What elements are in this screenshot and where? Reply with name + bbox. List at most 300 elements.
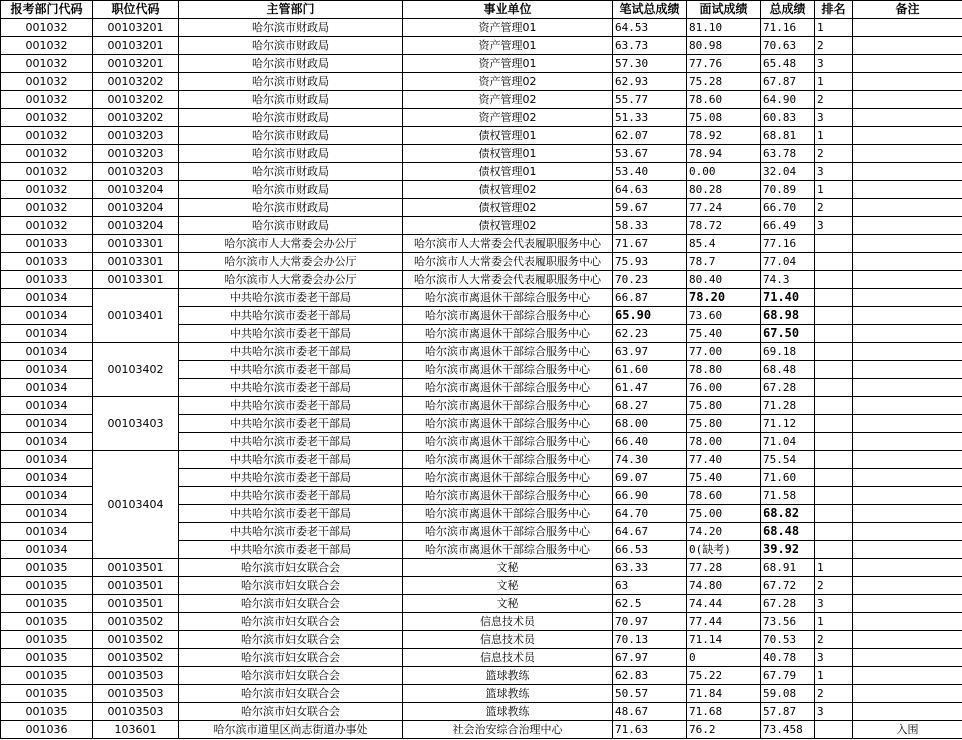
rank-cell bbox=[815, 433, 853, 451]
org-cell: 哈尔滨市财政局 bbox=[179, 127, 403, 145]
total-score-cell: 68.91 bbox=[761, 559, 815, 577]
unit-cell: 哈尔滨市离退休干部综合服务中心 bbox=[403, 379, 613, 397]
total-score-cell: 77.16 bbox=[761, 235, 815, 253]
org-cell: 中共哈尔滨市委老干部局 bbox=[179, 415, 403, 433]
written-score-cell: 58.33 bbox=[613, 217, 687, 235]
total-score-cell: 70.53 bbox=[761, 631, 815, 649]
total-score-cell: 59.08 bbox=[761, 685, 815, 703]
post-code-cell: 00103202 bbox=[93, 73, 179, 91]
total-score-cell: 68.98 bbox=[761, 307, 815, 325]
dept-code-cell: 001034 bbox=[1, 325, 93, 343]
org-cell: 哈尔滨市财政局 bbox=[179, 163, 403, 181]
post-code-cell: 00103202 bbox=[93, 109, 179, 127]
written-score-cell: 64.63 bbox=[613, 181, 687, 199]
org-cell: 哈尔滨市妇女联合会 bbox=[179, 685, 403, 703]
note-cell bbox=[853, 19, 962, 37]
written-score-cell: 48.67 bbox=[613, 703, 687, 721]
org-cell: 哈尔滨市财政局 bbox=[179, 19, 403, 37]
dept-code-cell: 001034 bbox=[1, 307, 93, 325]
dept-code-cell: 001032 bbox=[1, 199, 93, 217]
unit-cell: 哈尔滨市离退休干部综合服务中心 bbox=[403, 325, 613, 343]
table-row bbox=[1, 613, 962, 631]
org-cell: 中共哈尔滨市委老干部局 bbox=[179, 505, 403, 523]
interview-score-cell: 78.60 bbox=[687, 487, 761, 505]
note-cell bbox=[853, 577, 962, 595]
table-row bbox=[1, 397, 962, 415]
table-row bbox=[1, 253, 962, 271]
total-score-cell: 71.04 bbox=[761, 433, 815, 451]
dept-code-cell: 001034 bbox=[1, 415, 93, 433]
table-row bbox=[1, 451, 962, 469]
total-score-cell: 73.458 bbox=[761, 721, 815, 739]
total-score-cell: 70.89 bbox=[761, 181, 815, 199]
written-score-cell: 63.97 bbox=[613, 343, 687, 361]
header-dept-code: 报考部门代码 bbox=[1, 1, 93, 19]
org-cell: 中共哈尔滨市委老干部局 bbox=[179, 541, 403, 559]
dept-code-cell: 001034 bbox=[1, 523, 93, 541]
note-cell bbox=[853, 505, 962, 523]
unit-cell: 哈尔滨市离退休干部综合服务中心 bbox=[403, 289, 613, 307]
unit-cell: 哈尔滨市离退休干部综合服务中心 bbox=[403, 397, 613, 415]
note-cell bbox=[853, 307, 962, 325]
unit-cell: 债权管理01 bbox=[403, 163, 613, 181]
rank-cell bbox=[815, 415, 853, 433]
written-score-cell: 67.97 bbox=[613, 649, 687, 667]
interview-score-cell: 0(缺考) bbox=[687, 541, 761, 559]
interview-score-cell: 75.28 bbox=[687, 73, 761, 91]
dept-code-cell: 001033 bbox=[1, 253, 93, 271]
table-body bbox=[1, 19, 962, 739]
dept-code-cell: 001035 bbox=[1, 613, 93, 631]
interview-score-cell: 71.84 bbox=[687, 685, 761, 703]
dept-code-cell: 001032 bbox=[1, 37, 93, 55]
unit-cell: 哈尔滨市离退休干部综合服务中心 bbox=[403, 469, 613, 487]
rank-cell bbox=[815, 397, 853, 415]
written-score-cell: 53.67 bbox=[613, 145, 687, 163]
org-cell: 哈尔滨市财政局 bbox=[179, 181, 403, 199]
org-cell: 中共哈尔滨市委老干部局 bbox=[179, 343, 403, 361]
unit-cell: 哈尔滨市离退休干部综合服务中心 bbox=[403, 541, 613, 559]
org-cell: 哈尔滨市财政局 bbox=[179, 109, 403, 127]
table-row bbox=[1, 73, 962, 91]
unit-cell: 文秘 bbox=[403, 595, 613, 613]
post-code-cell: 00103204 bbox=[93, 181, 179, 199]
header-rank: 排名 bbox=[815, 1, 853, 19]
org-cell: 哈尔滨市妇女联合会 bbox=[179, 577, 403, 595]
post-code-cell: 00103502 bbox=[93, 631, 179, 649]
org-cell: 中共哈尔滨市委老干部局 bbox=[179, 379, 403, 397]
dept-code-cell: 001035 bbox=[1, 667, 93, 685]
total-score-cell: 75.54 bbox=[761, 451, 815, 469]
total-score-cell: 66.49 bbox=[761, 217, 815, 235]
unit-cell: 哈尔滨市离退休干部综合服务中心 bbox=[403, 415, 613, 433]
total-score-cell: 71.60 bbox=[761, 469, 815, 487]
note-cell bbox=[853, 235, 962, 253]
interview-score-cell: 73.60 bbox=[687, 307, 761, 325]
unit-cell: 信息技术员 bbox=[403, 631, 613, 649]
rank-cell bbox=[815, 541, 853, 559]
unit-cell: 文秘 bbox=[403, 577, 613, 595]
rank-cell bbox=[815, 379, 853, 397]
dept-code-cell: 001034 bbox=[1, 469, 93, 487]
interview-score-cell: 0 bbox=[687, 649, 761, 667]
written-score-cell: 62.83 bbox=[613, 667, 687, 685]
org-cell: 哈尔滨市财政局 bbox=[179, 145, 403, 163]
dept-code-cell: 001034 bbox=[1, 379, 93, 397]
org-cell: 哈尔滨市财政局 bbox=[179, 73, 403, 91]
header-note: 备注 bbox=[853, 1, 962, 19]
post-code-cell: 00103301 bbox=[93, 271, 179, 289]
note-cell bbox=[853, 685, 962, 703]
org-cell: 中共哈尔滨市委老干部局 bbox=[179, 361, 403, 379]
table-row bbox=[1, 91, 962, 109]
unit-cell: 哈尔滨市人大常委会代表履职服务中心 bbox=[403, 271, 613, 289]
rank-cell bbox=[815, 451, 853, 469]
written-score-cell: 62.23 bbox=[613, 325, 687, 343]
dept-code-cell: 001035 bbox=[1, 595, 93, 613]
written-score-cell: 62.5 bbox=[613, 595, 687, 613]
dept-code-cell: 001032 bbox=[1, 217, 93, 235]
total-score-cell: 63.78 bbox=[761, 145, 815, 163]
written-score-cell: 63.33 bbox=[613, 559, 687, 577]
written-score-cell: 66.40 bbox=[613, 433, 687, 451]
interview-score-cell: 71.14 bbox=[687, 631, 761, 649]
rank-cell: 1 bbox=[815, 667, 853, 685]
table-row bbox=[1, 559, 962, 577]
total-score-cell: 71.12 bbox=[761, 415, 815, 433]
note-cell bbox=[853, 181, 962, 199]
dept-code-cell: 001032 bbox=[1, 109, 93, 127]
dept-code-cell: 001032 bbox=[1, 73, 93, 91]
dept-code-cell: 001034 bbox=[1, 451, 93, 469]
rank-cell: 2 bbox=[815, 577, 853, 595]
rank-cell: 3 bbox=[815, 163, 853, 181]
table-row bbox=[1, 145, 962, 163]
note-cell bbox=[853, 433, 962, 451]
note-cell: 入围 bbox=[853, 721, 962, 739]
table-row bbox=[1, 235, 962, 253]
written-score-cell: 66.87 bbox=[613, 289, 687, 307]
interview-score-cell: 74.44 bbox=[687, 595, 761, 613]
post-code-cell: 00103503 bbox=[93, 703, 179, 721]
rank-cell bbox=[815, 253, 853, 271]
post-code-cell: 00103501 bbox=[93, 577, 179, 595]
written-score-cell: 64.67 bbox=[613, 523, 687, 541]
post-code-cell: 00103201 bbox=[93, 19, 179, 37]
interview-score-cell: 74.80 bbox=[687, 577, 761, 595]
total-score-cell: 40.78 bbox=[761, 649, 815, 667]
table-row bbox=[1, 163, 962, 181]
dept-code-cell: 001035 bbox=[1, 649, 93, 667]
interview-score-cell: 75.80 bbox=[687, 397, 761, 415]
written-score-cell: 70.23 bbox=[613, 271, 687, 289]
post-code-cell: 00103202 bbox=[93, 91, 179, 109]
org-cell: 哈尔滨市财政局 bbox=[179, 55, 403, 73]
written-score-cell: 71.67 bbox=[613, 235, 687, 253]
dept-code-cell: 001032 bbox=[1, 145, 93, 163]
written-score-cell: 71.63 bbox=[613, 721, 687, 739]
rank-cell bbox=[815, 325, 853, 343]
table-row bbox=[1, 667, 962, 685]
dept-code-cell: 001033 bbox=[1, 271, 93, 289]
unit-cell: 哈尔滨市人大常委会代表履职服务中心 bbox=[403, 235, 613, 253]
org-cell: 哈尔滨市人大常委会办公厅 bbox=[179, 235, 403, 253]
note-cell bbox=[853, 127, 962, 145]
unit-cell: 哈尔滨市离退休干部综合服务中心 bbox=[403, 451, 613, 469]
rank-cell: 2 bbox=[815, 631, 853, 649]
table-row bbox=[1, 181, 962, 199]
note-cell bbox=[853, 487, 962, 505]
written-score-cell: 51.33 bbox=[613, 109, 687, 127]
table-row bbox=[1, 343, 962, 361]
note-cell bbox=[853, 469, 962, 487]
interview-score-cell: 76.2 bbox=[687, 721, 761, 739]
note-cell bbox=[853, 361, 962, 379]
post-code-cell: 00103404 bbox=[93, 451, 179, 559]
post-code-cell: 00103503 bbox=[93, 685, 179, 703]
unit-cell: 哈尔滨市离退休干部综合服务中心 bbox=[403, 361, 613, 379]
dept-code-cell: 001034 bbox=[1, 505, 93, 523]
note-cell bbox=[853, 109, 962, 127]
org-cell: 中共哈尔滨市委老干部局 bbox=[179, 397, 403, 415]
written-score-cell: 65.90 bbox=[613, 307, 687, 325]
org-cell: 哈尔滨市财政局 bbox=[179, 217, 403, 235]
interview-score-cell: 77.24 bbox=[687, 199, 761, 217]
org-cell: 哈尔滨市妇女联合会 bbox=[179, 703, 403, 721]
table-row bbox=[1, 37, 962, 55]
post-code-cell: 00103502 bbox=[93, 649, 179, 667]
unit-cell: 篮球教练 bbox=[403, 667, 613, 685]
unit-cell: 篮球教练 bbox=[403, 685, 613, 703]
rank-cell: 3 bbox=[815, 595, 853, 613]
note-cell bbox=[853, 55, 962, 73]
rank-cell: 3 bbox=[815, 649, 853, 667]
total-score-cell: 68.81 bbox=[761, 127, 815, 145]
dept-code-cell: 001033 bbox=[1, 235, 93, 253]
post-code-cell: 00103203 bbox=[93, 127, 179, 145]
unit-cell: 资产管理02 bbox=[403, 109, 613, 127]
interview-score-cell: 81.10 bbox=[687, 19, 761, 37]
note-cell bbox=[853, 631, 962, 649]
dept-code-cell: 001032 bbox=[1, 127, 93, 145]
header-row bbox=[1, 1, 962, 19]
interview-score-cell: 77.76 bbox=[687, 55, 761, 73]
org-cell: 哈尔滨市妇女联合会 bbox=[179, 559, 403, 577]
unit-cell: 债权管理02 bbox=[403, 217, 613, 235]
org-cell: 中共哈尔滨市委老干部局 bbox=[179, 469, 403, 487]
total-score-cell: 70.63 bbox=[761, 37, 815, 55]
note-cell bbox=[853, 595, 962, 613]
interview-score-cell: 78.92 bbox=[687, 127, 761, 145]
interview-score-cell: 75.00 bbox=[687, 505, 761, 523]
post-code-cell: 00103301 bbox=[93, 235, 179, 253]
rank-cell: 1 bbox=[815, 73, 853, 91]
note-cell bbox=[853, 271, 962, 289]
unit-cell: 哈尔滨市离退休干部综合服务中心 bbox=[403, 307, 613, 325]
rank-cell: 3 bbox=[815, 703, 853, 721]
total-score-cell: 77.04 bbox=[761, 253, 815, 271]
rank-cell: 3 bbox=[815, 55, 853, 73]
rank-cell bbox=[815, 721, 853, 739]
note-cell bbox=[853, 217, 962, 235]
written-score-cell: 61.60 bbox=[613, 361, 687, 379]
interview-score-cell: 75.80 bbox=[687, 415, 761, 433]
dept-code-cell: 001034 bbox=[1, 541, 93, 559]
dept-code-cell: 001032 bbox=[1, 19, 93, 37]
interview-score-cell: 74.20 bbox=[687, 523, 761, 541]
interview-score-cell: 77.00 bbox=[687, 343, 761, 361]
total-score-cell: 73.56 bbox=[761, 613, 815, 631]
table-row bbox=[1, 289, 962, 307]
note-cell bbox=[853, 559, 962, 577]
org-cell: 中共哈尔滨市委老干部局 bbox=[179, 289, 403, 307]
written-score-cell: 57.30 bbox=[613, 55, 687, 73]
table-row bbox=[1, 631, 962, 649]
interview-score-cell: 75.22 bbox=[687, 667, 761, 685]
post-code-cell: 00103502 bbox=[93, 613, 179, 631]
dept-code-cell: 001032 bbox=[1, 181, 93, 199]
total-score-cell: 32.04 bbox=[761, 163, 815, 181]
total-score-cell: 57.87 bbox=[761, 703, 815, 721]
written-score-cell: 75.93 bbox=[613, 253, 687, 271]
unit-cell: 哈尔滨市人大常委会代表履职服务中心 bbox=[403, 253, 613, 271]
table-row bbox=[1, 199, 962, 217]
note-cell bbox=[853, 541, 962, 559]
written-score-cell: 53.40 bbox=[613, 163, 687, 181]
written-score-cell: 66.53 bbox=[613, 541, 687, 559]
unit-cell: 哈尔滨市离退休干部综合服务中心 bbox=[403, 433, 613, 451]
rank-cell: 1 bbox=[815, 127, 853, 145]
unit-cell: 债权管理01 bbox=[403, 127, 613, 145]
header-org: 主管部门 bbox=[179, 1, 403, 19]
dept-code-cell: 001034 bbox=[1, 289, 93, 307]
rank-cell: 1 bbox=[815, 181, 853, 199]
written-score-cell: 70.97 bbox=[613, 613, 687, 631]
org-cell: 中共哈尔滨市委老干部局 bbox=[179, 433, 403, 451]
unit-cell: 资产管理01 bbox=[403, 55, 613, 73]
interview-score-cell: 80.28 bbox=[687, 181, 761, 199]
total-score-cell: 71.58 bbox=[761, 487, 815, 505]
written-score-cell: 50.57 bbox=[613, 685, 687, 703]
table-row bbox=[1, 19, 962, 37]
total-score-cell: 71.16 bbox=[761, 19, 815, 37]
org-cell: 哈尔滨市妇女联合会 bbox=[179, 595, 403, 613]
interview-score-cell: 80.40 bbox=[687, 271, 761, 289]
rank-cell: 3 bbox=[815, 217, 853, 235]
total-score-cell: 68.82 bbox=[761, 505, 815, 523]
table-row bbox=[1, 595, 962, 613]
org-cell: 哈尔滨市道里区尚志街道办事处 bbox=[179, 721, 403, 739]
rank-cell bbox=[815, 307, 853, 325]
total-score-cell: 71.28 bbox=[761, 397, 815, 415]
interview-score-cell: 77.28 bbox=[687, 559, 761, 577]
rank-cell bbox=[815, 361, 853, 379]
post-code-cell: 00103201 bbox=[93, 55, 179, 73]
total-score-cell: 67.87 bbox=[761, 73, 815, 91]
rank-cell bbox=[815, 469, 853, 487]
rank-cell bbox=[815, 343, 853, 361]
interview-score-cell: 0.00 bbox=[687, 163, 761, 181]
unit-cell: 资产管理01 bbox=[403, 37, 613, 55]
note-cell bbox=[853, 649, 962, 667]
interview-score-cell: 78.80 bbox=[687, 361, 761, 379]
total-score-cell: 60.83 bbox=[761, 109, 815, 127]
written-score-cell: 69.07 bbox=[613, 469, 687, 487]
rank-cell: 1 bbox=[815, 613, 853, 631]
org-cell: 哈尔滨市妇女联合会 bbox=[179, 613, 403, 631]
note-cell bbox=[853, 703, 962, 721]
table-row bbox=[1, 127, 962, 145]
post-code-cell: 00103501 bbox=[93, 595, 179, 613]
header-total-score: 总成绩 bbox=[761, 1, 815, 19]
written-score-cell: 61.47 bbox=[613, 379, 687, 397]
note-cell bbox=[853, 613, 962, 631]
total-score-cell: 67.79 bbox=[761, 667, 815, 685]
post-code-cell: 00103204 bbox=[93, 217, 179, 235]
interview-score-cell: 71.68 bbox=[687, 703, 761, 721]
interview-score-cell: 75.40 bbox=[687, 469, 761, 487]
total-score-cell: 74.3 bbox=[761, 271, 815, 289]
dept-code-cell: 001032 bbox=[1, 91, 93, 109]
unit-cell: 哈尔滨市离退休干部综合服务中心 bbox=[403, 505, 613, 523]
interview-score-cell: 78.72 bbox=[687, 217, 761, 235]
unit-cell: 资产管理01 bbox=[403, 19, 613, 37]
dept-code-cell: 001032 bbox=[1, 55, 93, 73]
unit-cell: 文秘 bbox=[403, 559, 613, 577]
header-unit: 事业单位 bbox=[403, 1, 613, 19]
note-cell bbox=[853, 343, 962, 361]
post-code-cell: 00103204 bbox=[93, 199, 179, 217]
post-code-cell: 00103201 bbox=[93, 37, 179, 55]
rank-cell: 1 bbox=[815, 559, 853, 577]
dept-code-cell: 001034 bbox=[1, 433, 93, 451]
table-row bbox=[1, 577, 962, 595]
note-cell bbox=[853, 667, 962, 685]
rank-cell: 2 bbox=[815, 685, 853, 703]
unit-cell: 哈尔滨市离退休干部综合服务中心 bbox=[403, 487, 613, 505]
post-code-cell: 00103503 bbox=[93, 667, 179, 685]
dept-code-cell: 001035 bbox=[1, 685, 93, 703]
rank-cell bbox=[815, 235, 853, 253]
written-score-cell: 59.67 bbox=[613, 199, 687, 217]
unit-cell: 社会治安综合治理中心 bbox=[403, 721, 613, 739]
note-cell bbox=[853, 145, 962, 163]
org-cell: 哈尔滨市人大常委会办公厅 bbox=[179, 271, 403, 289]
post-code-cell: 00103401 bbox=[93, 289, 179, 343]
total-score-cell: 71.40 bbox=[761, 289, 815, 307]
written-score-cell: 64.53 bbox=[613, 19, 687, 37]
org-cell: 中共哈尔滨市委老干部局 bbox=[179, 325, 403, 343]
note-cell bbox=[853, 37, 962, 55]
written-score-cell: 63 bbox=[613, 577, 687, 595]
table-row bbox=[1, 685, 962, 703]
table-row bbox=[1, 217, 962, 235]
rank-cell bbox=[815, 505, 853, 523]
total-score-cell: 65.48 bbox=[761, 55, 815, 73]
org-cell: 哈尔滨市妇女联合会 bbox=[179, 631, 403, 649]
dept-code-cell: 001034 bbox=[1, 343, 93, 361]
table-row bbox=[1, 109, 962, 127]
total-score-cell: 39.92 bbox=[761, 541, 815, 559]
post-code-cell: 00103501 bbox=[93, 559, 179, 577]
unit-cell: 债权管理02 bbox=[403, 181, 613, 199]
dept-code-cell: 001035 bbox=[1, 559, 93, 577]
total-score-cell: 69.18 bbox=[761, 343, 815, 361]
total-score-cell: 66.70 bbox=[761, 199, 815, 217]
dept-code-cell: 001034 bbox=[1, 487, 93, 505]
rank-cell: 2 bbox=[815, 37, 853, 55]
header-post-code: 职位代码 bbox=[93, 1, 179, 19]
